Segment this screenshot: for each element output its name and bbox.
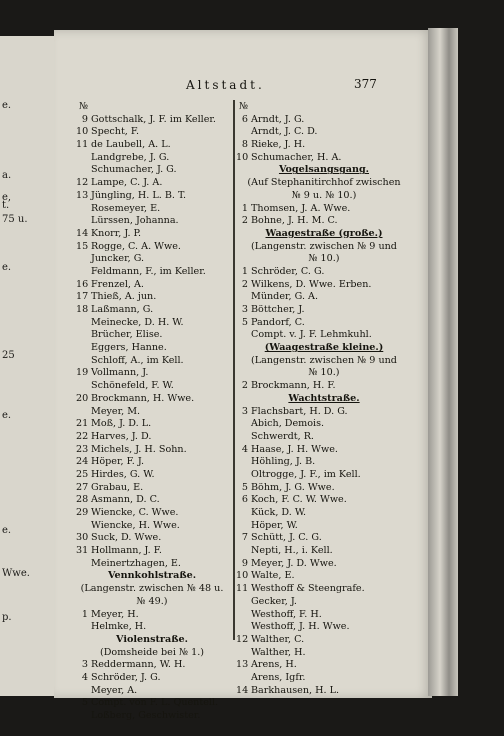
house-number: 16 xyxy=(76,278,89,290)
left-page-fragment: a. xyxy=(2,170,12,181)
left-page-fragment: 75 u. xyxy=(2,214,28,225)
resident-name: Haase, J. H. Wwe. xyxy=(251,443,338,455)
street-location-note: (Domsheide bei № 1.) xyxy=(100,646,204,658)
resident-name: Westhoff & Steengrafe. xyxy=(251,583,365,595)
house-number: 4 xyxy=(241,443,248,455)
house-entry xyxy=(236,304,412,317)
resident-entry: Feldmann, F., im Keller. xyxy=(91,265,206,277)
resident-name: Gottschalk, J. F. im Keller. xyxy=(91,113,216,125)
house-entry xyxy=(236,139,412,152)
house-number: 20 xyxy=(76,392,89,404)
resident-name: Schröder, C. G. xyxy=(251,265,325,277)
house-number: 29 xyxy=(76,507,89,518)
house-number: 10 xyxy=(76,126,89,138)
resident-name: Walther, C. xyxy=(251,633,305,645)
resident-entry: Schwerdt, R. xyxy=(251,430,314,442)
house-number: 19 xyxy=(76,367,89,379)
right-column xyxy=(236,101,412,697)
house-number: 22 xyxy=(76,430,89,442)
resident-name: Reddermann, W. H. xyxy=(91,659,186,671)
number-column-heading: № xyxy=(239,101,249,112)
left-page-fragment: t. xyxy=(2,200,10,211)
house-number: 10 xyxy=(236,151,249,163)
house-number: 17 xyxy=(76,291,89,303)
resident-name: Grabau, E. xyxy=(91,481,144,493)
resident-entry: Schloff, A., im Kell. xyxy=(91,354,184,366)
resident-name: Wilkens, D. Wwe. Erben. xyxy=(251,278,372,290)
house-number: 21 xyxy=(76,418,89,430)
house-number: 5 xyxy=(241,316,248,328)
resident-name: Frenzel, A. xyxy=(91,278,144,290)
resident-name: Schröder, J. G. xyxy=(91,671,161,683)
left-page xyxy=(0,36,58,696)
house-entry xyxy=(76,291,228,304)
resident-name: Michels, J. H. Sohn. xyxy=(91,443,187,455)
house-entry xyxy=(76,469,228,482)
house-number: 24 xyxy=(76,456,89,468)
resident-name: Lampe, C. J. A. xyxy=(91,177,163,189)
resident-entry: Arndt, J. C. D. xyxy=(251,126,318,138)
left-page-fragment: Wwe. xyxy=(2,568,30,579)
house-entry xyxy=(76,545,228,558)
left-page-fragment: p. xyxy=(2,612,12,623)
house-entry xyxy=(76,444,228,457)
house-entry xyxy=(236,279,412,292)
house-entry xyxy=(236,685,412,698)
house-entry xyxy=(236,380,412,393)
street-location-note: (Langenstr. zwischen № 48 u. xyxy=(80,583,224,595)
street-heading: Wachtstraße. xyxy=(288,392,360,404)
resident-name: Schütt, J. C. G. xyxy=(251,532,322,544)
house-entry xyxy=(236,482,412,495)
house-entry xyxy=(236,494,412,507)
resident-entry: Meyer, M. xyxy=(91,405,141,417)
resident-entry: Westhoff, F. H. xyxy=(251,608,322,620)
resident-entry: Schönefeld, F. W. xyxy=(91,380,174,392)
house-entry xyxy=(76,431,228,444)
house-entry xyxy=(76,228,228,241)
house-number: 31 xyxy=(76,545,89,557)
resident-entry: Wiencke, H. Wwe. xyxy=(91,519,180,531)
house-entry xyxy=(236,152,412,165)
resident-name: Meyer, J. D. Wwe. xyxy=(251,557,337,569)
left-page-fragment: e, xyxy=(2,192,12,203)
house-number: 3 xyxy=(241,304,248,315)
street-location-note: (Auf Stephanitirchhof zwischen xyxy=(247,177,401,189)
resident-name: Knorr, J. P. xyxy=(91,227,142,239)
house-entry xyxy=(236,406,412,419)
resident-entry: Münder, G. A. xyxy=(251,291,319,303)
house-entry xyxy=(236,583,412,596)
street-heading: Vennkohlstraße. xyxy=(107,570,197,582)
left-page-fragment: 25 xyxy=(2,350,15,361)
house-number: 9 xyxy=(81,113,88,125)
resident-name: Hirdes, G. W. xyxy=(91,468,155,480)
house-number: 28 xyxy=(76,494,89,506)
house-number: 6 xyxy=(241,113,248,125)
house-number: 15 xyxy=(76,240,89,252)
resident-entry: Compt. v. J. F. Lehmkuhl. xyxy=(251,329,372,341)
resident-name: Brockmann, H. F. xyxy=(251,380,336,392)
left-page-fragment: e. xyxy=(2,262,12,273)
resident-entry: Arens, Igfr. xyxy=(251,671,306,683)
house-number: 25 xyxy=(76,468,89,480)
resident-entry: Höhling, J. B. xyxy=(251,456,316,468)
house-number: 3 xyxy=(241,405,248,417)
resident-entry: Höper, W. xyxy=(251,519,298,531)
resident-entry: Gecker, J. xyxy=(251,595,297,607)
house-number: 1 xyxy=(241,265,248,277)
house-entry xyxy=(76,190,228,203)
resident-name: Jüngling, H. L. B. T. xyxy=(91,189,187,201)
resident-name: Suck, D. Wwe. xyxy=(91,532,162,544)
resident-name: Harves, J. D. xyxy=(91,430,152,442)
house-entry xyxy=(236,444,412,457)
resident-entry: Nepti, H., i. Kell. xyxy=(251,545,333,557)
house-entry xyxy=(76,456,228,469)
house-number: 5 xyxy=(241,481,248,493)
resident-entry: Abich, Demois. xyxy=(251,418,325,430)
resident-name: Hollmann, J. F. xyxy=(91,545,162,557)
resident-name: Schumacher, H. A. xyxy=(251,151,342,163)
page-number: 377 xyxy=(354,77,377,91)
house-entry xyxy=(76,177,228,190)
house-entry xyxy=(76,659,228,672)
resident-name: Wiencke, C. Wwe. xyxy=(91,507,179,518)
street-heading: (Waagestraße kleine.) xyxy=(264,342,384,354)
resident-name: Rieke, J. H. xyxy=(251,139,306,151)
resident-name: Asmann, D. C. xyxy=(91,494,160,506)
house-entry xyxy=(76,609,228,622)
resident-name: Arndt, J. G. xyxy=(251,113,305,125)
house-number: 11 xyxy=(236,583,249,595)
left-page-fragment: e. xyxy=(2,410,12,421)
resident-name: Brockmann, H. Wwe. xyxy=(91,392,195,404)
house-entry xyxy=(76,532,228,545)
house-number: 1 xyxy=(241,202,248,214)
house-number: 3 xyxy=(81,659,88,671)
street-heading: Violenstraße. xyxy=(116,633,188,645)
house-entry xyxy=(76,279,228,292)
house-entry xyxy=(236,215,412,228)
house-entry xyxy=(76,697,228,710)
resident-entry: Meinertzhagen, E. xyxy=(91,557,181,569)
resident-entry: Westhoff, J. H. Wwe. xyxy=(251,621,350,633)
house-number: 14 xyxy=(76,227,89,239)
house-entry xyxy=(76,418,228,431)
street-heading: Waagestraße (große.) xyxy=(265,227,383,239)
resident-entry: Meinecke, D. H. W. xyxy=(91,316,184,328)
house-number: 14 xyxy=(236,684,249,696)
left-column xyxy=(76,101,228,723)
resident-name: de Laubell, A. L. xyxy=(91,139,171,151)
street-location-note: № 49.) xyxy=(136,595,168,607)
house-number: 5 xyxy=(81,697,88,709)
resident-name: Flachsbart, H. D. G. xyxy=(251,405,348,417)
page-header-title: Altstadt. xyxy=(186,78,265,92)
house-number: 13 xyxy=(236,659,249,671)
resident-entry: Juncker, G. xyxy=(91,253,145,265)
house-entry xyxy=(76,126,228,139)
house-entry xyxy=(236,203,412,216)
house-number: 13 xyxy=(76,189,89,201)
street-location-note: № 10.) xyxy=(308,367,340,379)
resident-entry: Rosemeyer, E. xyxy=(91,202,161,214)
house-number: 2 xyxy=(241,380,248,392)
house-entry xyxy=(76,482,228,495)
house-entry xyxy=(76,114,228,127)
house-entry xyxy=(76,304,228,317)
resident-name: Walte, E. xyxy=(251,570,295,582)
house-entry xyxy=(236,634,412,647)
resident-name: Böttcher, J. xyxy=(251,304,305,315)
page-edges xyxy=(428,28,458,696)
resident-name: Moß, J. D. L. xyxy=(91,418,152,430)
resident-name: Specht, F. xyxy=(91,126,140,138)
resident-name: Laßmann, G. xyxy=(91,304,154,315)
resident-name: Vollmann, J. xyxy=(91,367,149,379)
street-location-note: № 9 u. № 10.) xyxy=(291,189,357,201)
street-heading: Vogelsangsgang. xyxy=(278,164,370,176)
house-entry xyxy=(236,266,412,279)
resident-name: Barkhausen, H. L. xyxy=(251,684,340,696)
resident-name: Höper, F. J. xyxy=(91,456,145,468)
house-number: 9 xyxy=(241,557,248,569)
resident-entry: Schumacher, J. G. xyxy=(91,164,177,176)
house-number: 6 xyxy=(241,494,248,506)
street-location-note: № 10.) xyxy=(308,253,340,265)
house-number: 10 xyxy=(236,570,249,582)
house-entry xyxy=(76,507,228,520)
resident-name: Compt. von F. L. Quentell. xyxy=(91,697,219,709)
house-number: 18 xyxy=(76,304,89,315)
resident-name: Meyer, H. xyxy=(91,608,139,620)
resident-name: Pandorf, C. xyxy=(251,316,305,328)
resident-name: Thomsen, J. A. Wwe. xyxy=(251,202,351,214)
house-number: 11 xyxy=(76,139,89,151)
resident-entry: Oltrogge, J. F., im Kell. xyxy=(251,468,361,480)
house-entry xyxy=(236,659,412,672)
resident-entry: Brücher, Elise. xyxy=(91,329,163,341)
house-number: 2 xyxy=(241,278,248,290)
house-number: 27 xyxy=(76,481,89,493)
resident-name: Rogge, C. A. Wwe. xyxy=(91,240,181,252)
resident-entry: Walther, H. xyxy=(251,646,306,658)
house-entry xyxy=(236,532,412,545)
resident-entry: Meyer, A. xyxy=(91,684,138,696)
street-location-note: (Langenstr. zwischen № 9 und xyxy=(251,240,397,252)
house-entry xyxy=(236,558,412,571)
resident-entry: Landgrebe, J. G. xyxy=(91,151,170,163)
house-number: 12 xyxy=(236,633,249,645)
house-number: 2 xyxy=(241,215,248,227)
resident-entry: Loßberg, Geschwister. xyxy=(91,710,201,721)
resident-name: Koch, F. C. W. Wwe. xyxy=(251,494,347,506)
left-page-fragment: e. xyxy=(2,525,12,536)
house-number: 4 xyxy=(81,671,88,683)
house-entry xyxy=(236,114,412,127)
street-location-note: (Langenstr. zwischen № 9 und xyxy=(251,354,397,366)
house-number: 1 xyxy=(81,608,88,620)
resident-name: Thieß, A. jun. xyxy=(91,291,157,303)
house-number: 8 xyxy=(241,139,248,151)
resident-name: Arens, H. xyxy=(251,659,297,671)
house-number: 7 xyxy=(241,532,248,544)
resident-entry: Eggers, Hanne. xyxy=(91,342,167,354)
house-entry xyxy=(76,494,228,507)
house-number: 23 xyxy=(76,443,89,455)
house-number: 30 xyxy=(76,532,89,544)
resident-name: Bohne, J. H. M. C. xyxy=(251,215,338,227)
resident-entry: Kück, D. W. xyxy=(251,507,307,518)
house-entry xyxy=(236,570,412,583)
house-entry xyxy=(76,672,228,685)
resident-entry: Helmke, H. xyxy=(91,621,147,633)
house-entry xyxy=(236,317,412,330)
number-column-heading: № xyxy=(79,101,89,112)
house-number: 12 xyxy=(76,177,89,189)
house-entry xyxy=(76,139,228,152)
resident-name: Böhm, J. G. Wwe. xyxy=(251,481,335,493)
resident-entry: Lürssen, Johanna. xyxy=(91,215,179,227)
house-entry xyxy=(76,241,228,254)
column-divider xyxy=(233,100,235,640)
left-page-fragment: e. xyxy=(2,100,12,111)
house-entry xyxy=(76,393,228,406)
house-entry xyxy=(76,367,228,380)
